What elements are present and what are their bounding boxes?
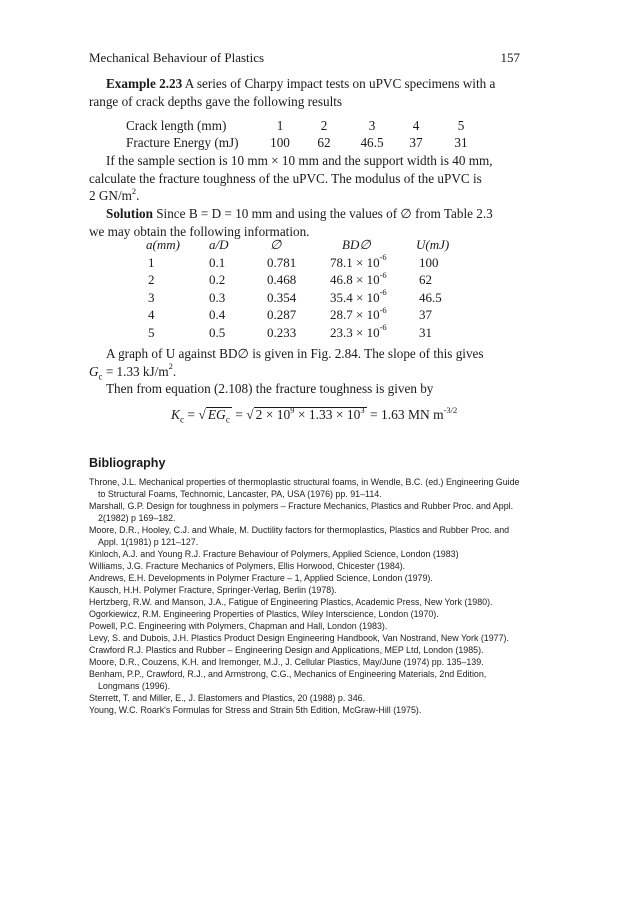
info-header: a(mm) <box>146 237 180 252</box>
results-table <box>126 118 526 152</box>
example-text-line2: range of crack depths gave the following results <box>89 93 343 109</box>
info-header: U(mJ) <box>416 237 450 252</box>
info-table-row <box>120 304 520 325</box>
results-cell: 1 <box>276 118 284 133</box>
running-header <box>89 50 520 66</box>
info-cell: $46.8 \times 10^{-6}$ <box>330 269 387 287</box>
info-cell: 5 <box>148 324 155 340</box>
solution-label: Solution <box>106 206 153 221</box>
info-cell: 3 <box>148 289 155 305</box>
bibliography-entry: Hertzberg, R.W. and Manson, J.A., Fatigue of Engineering Plastics, Academic Press, New York (1980). <box>89 597 493 607</box>
toughness-equation: $K_c$ = √ $EG_c$ = √ $2 \times 10^9 \times 1.33 \times 10^3 = 1.63$ MN $m^{-3/2}$ <box>171 404 458 425</box>
bibliography-entry: Levy, S. and Dubois, J.H. Plastics Product Design Engineering Handbook, Van Nostrand, New York (1977). <box>89 633 509 643</box>
info-cell: 100 <box>419 254 439 270</box>
bibliography-entry: Young, W.C. Roark's Formulas for Stress and Strain 5th Edition, McGraw-Hill (1975). <box>89 705 422 715</box>
info-table <box>120 237 520 342</box>
bibliography-entry: Andrews, E.H. Developments in Polymer Fracture – 1, Applied Science, London (1979). <box>89 573 433 583</box>
results-cell: 100 <box>270 135 290 150</box>
results-cell: 62 <box>317 135 331 150</box>
bibliography-entry: Ogorkiewicz, R.M. Engineering Properties of Plastics, Wiley Interscience, London (1970). <box>89 609 439 619</box>
info-cell: 0.233 <box>267 324 297 340</box>
graph-line1: A graph of U against BD∅ is given in Fig. 2.84. The slope of this gives <box>106 346 484 361</box>
bibliography-entry: Moore, D.R., Couzens, K.H. and Iremonger, M.J., J. Cellular Plastics, May/June (1974) pp. 135–139. <box>89 657 484 667</box>
info-table-header <box>120 237 520 255</box>
bibliography-entry: Moore, D.R., Hooley, C.J. and Whale, M. Ductility factors for thermoplastics, Plastics and Rubber Proc. and Appl. 1(1981) p 121–127. <box>89 525 510 547</box>
bibliography-entry: Throne, J.L. Mechanical properties of thermoplastic structural foams, in Wendle, B.C. (ed.) Engineering Guide to Structural Foams, Technomic, Lancaster, PA, USA (1976) pp. 91–114. <box>89 477 520 499</box>
bibliography-entry: Marshall, G.P. Design for toughness in polymers – Fracture Mechanics, Plastics and Rubber Proc. and Appl. 2(1982) p 169–182. <box>89 501 514 523</box>
results-cell: 3 <box>368 118 376 133</box>
info-table-row <box>120 269 520 290</box>
solution-line2: we may obtain the following information. <box>89 223 310 239</box>
info-cell: 37 <box>419 307 432 322</box>
info-cell: 4 <box>148 307 155 322</box>
info-cell: 0.3 <box>209 289 226 305</box>
results-row-fracture-energy <box>126 135 526 152</box>
question-line1: If the sample section is 10 mm × 10 mm and the support width is 40 mm, <box>106 153 493 168</box>
info-cell: 2 <box>148 272 155 287</box>
results-row-crack-length <box>126 118 526 135</box>
info-cell: 0.354 <box>267 289 297 305</box>
results-row-label: Fracture Energy (mJ) <box>126 135 239 150</box>
info-cell: 0.4 <box>209 307 226 322</box>
info-cell: 0.287 <box>267 307 297 322</box>
example-paragraph <box>89 75 521 110</box>
results-cell: 31 <box>454 135 468 150</box>
info-table-row <box>120 252 520 273</box>
info-header: a/D <box>209 237 229 252</box>
results-row-label: Crack length (mm) <box>126 118 227 133</box>
info-cell: $35.4 \times 10^{-6}$ <box>330 287 387 305</box>
info-cell: 31 <box>419 324 432 340</box>
bibliography-entry: Crawford R.J. Plastics and Rubber – Engineering Design and Applications, MEP Ltd, London (1985). <box>89 645 484 655</box>
bibliography-entry: Sterrett, T. and Miller, E., J. Elastomers and Plastics, 20 (1988) p. 346. <box>89 693 366 703</box>
bibliography-entry: Williams, J.G. Fracture Mechanics of Polymers, Ellis Horwood, Chicester (1984). <box>89 561 406 571</box>
results-cell: 46.5 <box>360 135 384 150</box>
info-table-row <box>120 322 520 343</box>
bibliography-entry: Powell, P.C. Engineering with Polymers, Chapman and Hall, London (1983). <box>89 621 388 631</box>
bibliography-entry: Kausch, H.H. Polymer Fracture, Springer-Verlag, Berlin (1978). <box>89 585 337 595</box>
info-table-row <box>120 287 520 308</box>
info-header: ∅ <box>270 237 282 252</box>
results-cell: 4 <box>412 118 420 133</box>
example-text-line1: A series of Charpy impact tests on uPVC specimens with a <box>184 76 496 91</box>
info-cell: 0.468 <box>267 272 297 287</box>
graph-paragraph <box>89 345 521 398</box>
bibliography-list <box>89 476 521 716</box>
info-cell: 0.2 <box>209 272 226 287</box>
page-number: 157 <box>500 50 520 65</box>
results-cell: 2 <box>320 118 328 133</box>
question-line3: 2 $GN/m^2$. <box>89 185 140 203</box>
question-paragraph <box>89 152 521 205</box>
info-cell: 1 <box>148 254 155 270</box>
results-cell: 5 <box>457 118 465 133</box>
info-cell: $28.7 \times 10^{-6}$ <box>330 304 387 322</box>
question-line2: calculate the fracture toughness of the uPVC. The modulus of the uPVC is <box>89 170 482 186</box>
results-cell: 37 <box>409 135 423 150</box>
bibliography-entry: Kinloch, A.J. and Young R.J. Fracture Behaviour of Polymers, Applied Science, London (1983) <box>89 549 459 559</box>
graph-line3: Then from equation (2.108) the fracture toughness is given by <box>106 381 434 396</box>
graph-line2: $G_c = 1.33$ $kJ/m^2$. <box>89 361 177 382</box>
info-cell: $23.3 \times 10^{-6}$ <box>330 322 387 340</box>
bibliography-heading: Bibliography <box>89 456 166 470</box>
bibliography-entry: Benham, P.P., Crawford, R.J., and Armstrong, C.G., Mechanics of Engineering Materials, 2nd Edition, Longmans (1996). <box>89 669 487 691</box>
info-cell: 46.5 <box>419 289 442 305</box>
info-cell: 0.781 <box>267 254 297 270</box>
info-cell: 0.1 <box>209 254 226 270</box>
info-cell: 62 <box>419 272 432 287</box>
running-title: Mechanical Behaviour of Plastics <box>89 50 265 65</box>
solution-line1: Since B = D = 10 mm and using the values of ∅ from Table 2.3 <box>156 206 493 221</box>
solution-paragraph <box>89 205 521 240</box>
info-header: BD∅ <box>342 237 371 252</box>
example-label: Example 2.23 <box>106 76 183 91</box>
info-cell: 0.5 <box>209 324 226 340</box>
info-cell: $78.1 \times 10^{-6}$ <box>330 252 387 270</box>
